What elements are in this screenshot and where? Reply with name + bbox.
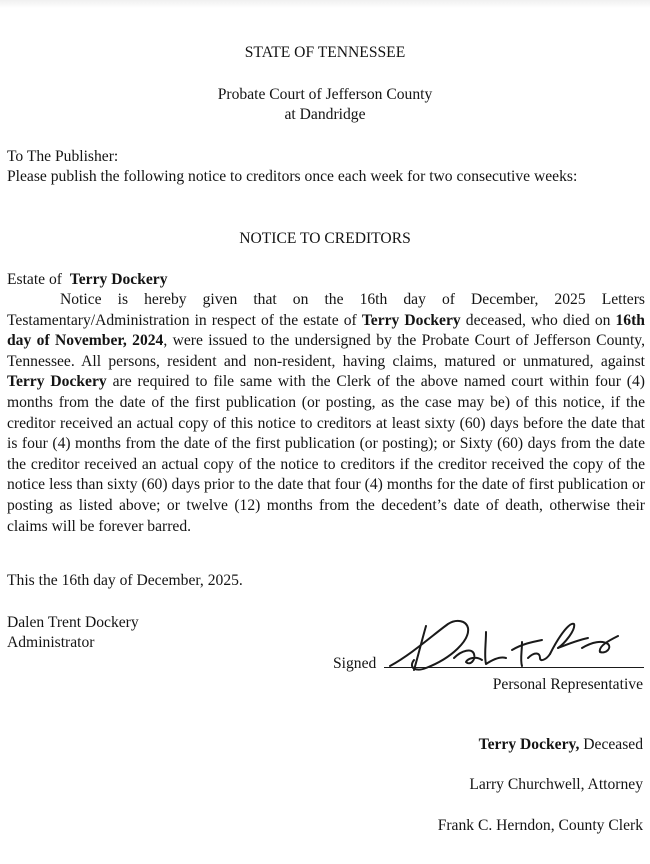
death-date: 16th day of November, 2024 <box>7 311 645 350</box>
deceased-name: Terry Dockery, <box>478 736 580 753</box>
court-location: at Dandridge <box>284 106 366 123</box>
state-heading: STATE OF TENNESSEE <box>244 44 406 61</box>
body-text-3: , were issued to the undersigned by the Probate Court of Jefferson County, Tennessee. All persons, resident and non-resident, having claims, matured or unmatured, against <box>7 332 645 370</box>
court-name: Probate Court of Jefferson County <box>217 86 433 103</box>
administrator-name: Dalen Trent Dockery <box>7 614 139 631</box>
body-text-1: Notice is hereby given that on the 16th day of December, 2025 Letters Testamentary/Administration in respect of the estate of <box>7 291 645 329</box>
estate-label: Estate of <box>7 271 62 288</box>
estate-line <box>7 270 168 291</box>
signature-line <box>384 667 644 668</box>
signed-label: Signed <box>333 655 377 672</box>
handwritten-signature <box>382 614 632 674</box>
administrator-title: Administrator <box>7 634 95 651</box>
body-text-2: deceased, who died on <box>460 311 616 329</box>
decedent-name-2: Terry Dockery <box>7 373 107 391</box>
clerk-line: Frank C. Herndon, County Clerk <box>437 817 643 834</box>
deceased-line <box>479 735 643 756</box>
scan-top-edge <box>0 0 650 8</box>
date-line: This the 16th day of December, 2025. <box>7 572 243 589</box>
attorney-line: Larry Churchwell, Attorney <box>469 776 643 793</box>
signer-role: Personal Representative <box>492 676 643 693</box>
deceased-label: Deceased <box>579 736 643 753</box>
notice-title: NOTICE TO CREDITORS <box>239 230 411 247</box>
notice-body <box>7 290 645 537</box>
salutation: To The Publisher: <box>7 148 119 165</box>
publish-request: Please publish the following notice to creditors once each week for two consecutive weeks: <box>7 168 578 185</box>
estate-name: Terry Dockery <box>69 271 168 288</box>
decedent-name-1: Terry Dockery <box>361 311 461 329</box>
body-text-4: are required to file same with the Clerk of the above named court within four (4) months from the date of the first publication (or posting, as the case may be) of this notice, if the creditor received an actual copy of this notice to creditors at least sixty (60) days before the date that is four (4) months from the date of the first publication (or posting); or Sixty (60) days from the date the creditor received an actual copy of the notice to creditors if the creditor received the copy of the notice less than sixty (60) days prior to the date that four (4) months for the date of first publication or posting as listed above; or twelve (12) months from the decedent’s date of death, otherwise their claims will be forever barred. <box>7 373 645 535</box>
